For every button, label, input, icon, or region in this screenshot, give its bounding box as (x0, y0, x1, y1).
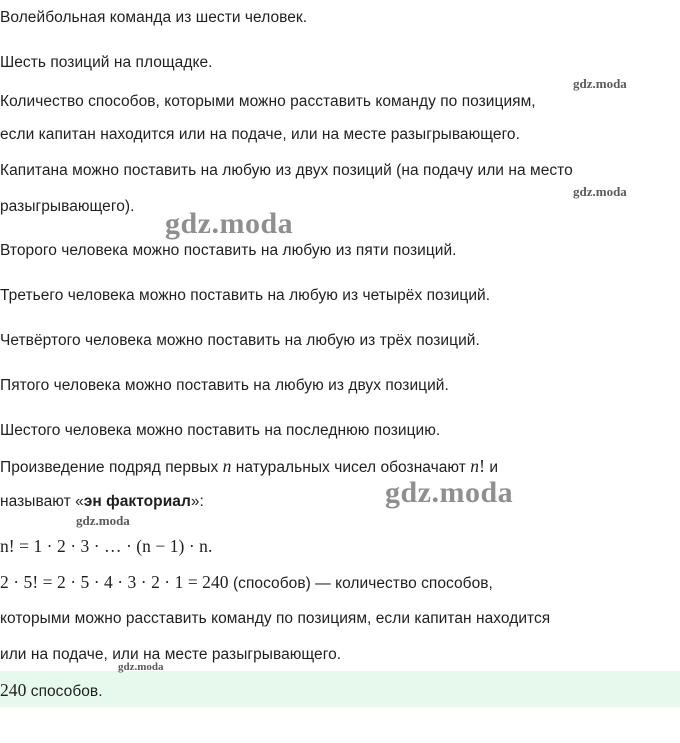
watermark-logo: gdz.moda (385, 476, 514, 509)
watermark-logo: gdz.moda (573, 184, 627, 199)
text-line: Шестого человека можно поставить на последнюю позицию. (0, 422, 441, 439)
watermark-logo: gdz.moda (76, 513, 130, 528)
text-line: которыми можно расставить команду по позициям, если капитан находится (0, 610, 551, 627)
text-line: Пятого человека можно поставить на любую из двух позиций. (0, 377, 449, 394)
calculation-formula: 2 · 5! = 2 · 5 · 4 · 3 · 2 · 1 = 240 (0, 572, 229, 592)
factorial-term: эн факториал (83, 493, 191, 510)
answer-box (0, 671, 680, 707)
text-line: или на подаче, или на месте разыгрывающего. (0, 646, 342, 663)
answer-line: 240 способов. (0, 680, 103, 700)
text-line: если капитан находится или на подаче, или на месте разыгрывающего. (0, 126, 520, 143)
factorial-formula: n! = 1 · 2 · 3 · … · (n − 1) · n. (0, 536, 213, 556)
text-line: Волейбольная команда из шести человек. (0, 9, 308, 26)
text-line-factorial-intro: Произведение подряд первых n натуральных чисел обозначают n! и (0, 456, 499, 476)
answer-value: 240 (0, 680, 27, 700)
text-line: разыгрывающего). (0, 198, 135, 215)
text-line: Второго человека можно поставить на любую из пяти позиций. (0, 242, 457, 259)
watermark-logo: gdz.moda (118, 661, 164, 673)
text-line: Количество способов, которыми можно расставить команду по позициям, (0, 93, 536, 110)
text-line-factorial-name: называют «эн факториал»: (0, 493, 204, 510)
calculation-line: 2 · 5! = 2 · 5 · 4 · 3 · 2 · 1 = 240 (способов) — количество способов, (0, 572, 493, 592)
text-line: Четвёртого человека можно поставить на любую из трёх позиций. (0, 332, 480, 349)
text-line: Капитана можно поставить на любую из двух позиций (на подачу или на место (0, 162, 573, 179)
watermark-logo: gdz.moda (165, 207, 294, 240)
watermark-logo: gdz.moda (573, 76, 627, 91)
text-line: Шесть позиций на площадке. (0, 54, 213, 71)
text-line: Третьего человека можно поставить на любую из четырёх позиций. (0, 287, 491, 304)
